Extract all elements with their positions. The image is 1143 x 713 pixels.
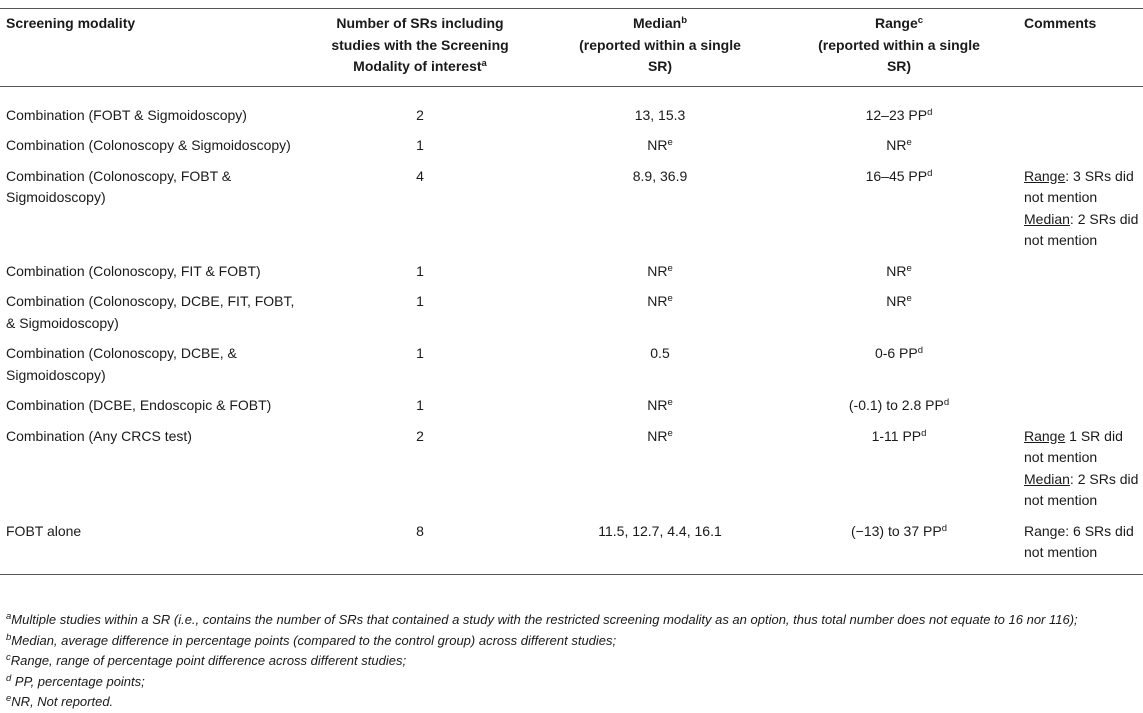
cell-comments xyxy=(1018,131,1143,162)
cell-range: (−13) to 37 $PP^d$ xyxy=(851,522,947,539)
cell-range: 12–23 $PP^d$ xyxy=(865,106,933,123)
cell-comments: Range: 6 SRs did not mention xyxy=(1024,522,1134,560)
footnote-b: $^b$Median, average difference in percentage points (compared to the control group) across different studies; xyxy=(6,631,617,648)
table-row xyxy=(0,287,1143,339)
cell-median: 13, 15.3 xyxy=(634,106,686,123)
cell-range: $NR^e$ xyxy=(886,293,912,309)
header-modality: Screening modality xyxy=(6,15,136,31)
table-row xyxy=(0,422,1143,517)
cell-median: $NR^e$ xyxy=(647,262,673,279)
cell-comments xyxy=(1018,287,1143,339)
cell-num: 1 xyxy=(416,293,424,309)
cell-num: 4 xyxy=(416,167,424,184)
cell-range: 16–45 $PP^d$ xyxy=(865,167,933,184)
cell-num: 2 xyxy=(416,427,424,444)
cell-num: 1 xyxy=(416,345,424,361)
cell-range: 0-6 $PP^d$ xyxy=(874,345,924,361)
cell-median: 8.9, 36.9 xyxy=(632,167,688,184)
header-comments: Comments xyxy=(1024,15,1097,31)
cell-modality: Combination (Colonoscopy, FIT & FOBT) xyxy=(6,262,261,279)
table-row xyxy=(0,391,1143,422)
header-row xyxy=(0,9,1143,87)
footnote-d: $^d$ PP, percentage points; xyxy=(6,672,145,689)
footnote-a: $^a$Multiple studies within a SR (i.e., contains the number of SRs that contained a study with the restricted screening modality as an option, thus total number does not equate to 16 nor 116); xyxy=(6,611,1078,627)
cell-range: 1-11 $PP^d$ xyxy=(871,427,927,444)
cell-median: $NR^e$ xyxy=(647,137,673,153)
cell-median: 0.5 xyxy=(650,345,670,361)
table-row xyxy=(0,257,1143,288)
cell-median: $NR^e$ xyxy=(647,397,673,413)
table-row xyxy=(0,517,1143,575)
cell-median: 11.5, 12.7, 4.4, 16.1 xyxy=(598,522,722,539)
header-median: Median$^b$ (reported within a single SR) xyxy=(579,15,741,74)
cell-comments xyxy=(1018,86,1143,131)
cell-comments: Range: 3 SRs did not mention Median: 2 SRs did not mention xyxy=(1024,167,1139,248)
cell-comments xyxy=(1018,391,1143,422)
table-row xyxy=(0,339,1143,391)
cell-num: 1 xyxy=(416,137,424,153)
cell-modality: Combination (Colonoscopy, DCBE, & Sigmoidoscopy) xyxy=(6,345,237,383)
cell-modality: Combination (Colonoscopy & Sigmoidoscopy) xyxy=(6,137,291,153)
cell-comments xyxy=(1018,257,1143,288)
cell-num: 8 xyxy=(416,522,424,539)
header-range: Range$^c$ (reported within a single SR) xyxy=(818,15,980,74)
screening-table xyxy=(0,8,1143,575)
cell-range: $NR^e$ xyxy=(886,137,912,153)
cell-modality: Combination (Any CRCS test) xyxy=(6,427,192,444)
cell-comments: Range 1 SR did not mention Median: 2 SRs did not mention xyxy=(1024,427,1139,508)
cell-num: 1 xyxy=(416,397,424,413)
cell-range: $NR^e$ xyxy=(886,262,912,279)
table-row xyxy=(0,131,1143,162)
cell-num: 1 xyxy=(416,262,424,279)
cell-median: $NR^e$ xyxy=(647,293,673,309)
cell-median: $NR^e$ xyxy=(647,427,673,444)
cell-range: (-0.1) to 2.8 $PP^d$ xyxy=(848,397,950,413)
cell-modality: Combination (Colonoscopy, FOBT & Sigmoidoscopy) xyxy=(6,167,232,205)
cell-comments xyxy=(1018,339,1143,391)
footnotes xyxy=(6,610,1136,713)
cell-modality: FOBT alone xyxy=(6,522,82,539)
footnote-e: $^e$NR, Not reported. xyxy=(6,693,114,709)
footnote-c: $^c$Range, range of percentage point difference across different studies; xyxy=(6,652,407,668)
cell-modality: Combination (DCBE, Endoscopic & FOBT) xyxy=(6,397,272,413)
cell-modality: Combination (Colonoscopy, DCBE, FIT, FOBT, & Sigmoidoscopy) xyxy=(6,293,295,331)
table-row xyxy=(0,86,1143,131)
cell-num: 2 xyxy=(416,106,424,123)
cell-modality: Combination (FOBT & Sigmoidoscopy) xyxy=(6,106,247,123)
header-num-srs: Number of SRs including studies with the Screening Modality of interest$^a$ xyxy=(331,15,509,74)
table-row xyxy=(0,162,1143,257)
